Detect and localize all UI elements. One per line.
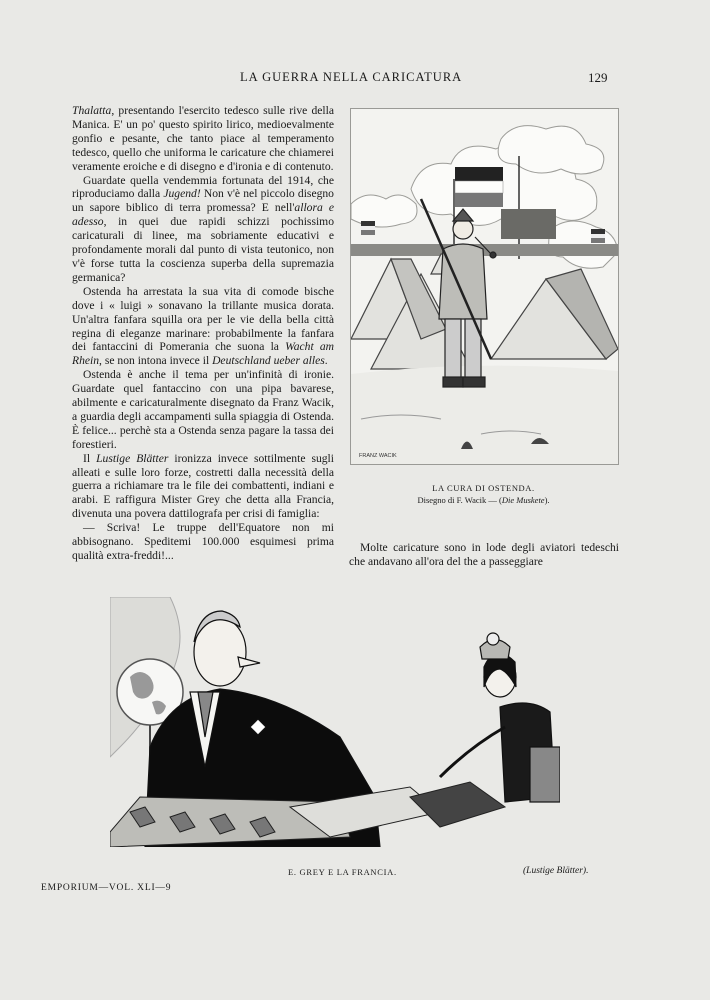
text-paragraph — [72, 174, 334, 285]
text-run: Il — [83, 451, 97, 465]
text-run: ironizza invece sottilmente sugli alleati e sulle loro forze, costretti dalla necessità della guerra a richiamare tra le file dei combattenti, indiani e arabi. E raffigura Mister Grey che detta alla Francia, divenuta una povera dattilografa per crisi di famiglia: — [72, 451, 334, 521]
caption-figure-1-title: LA CURA DI OSTENDA. — [432, 483, 535, 493]
soldier-caricature-drawing — [351, 109, 618, 464]
caption-figure-1-credit — [350, 494, 617, 506]
grey-dictating-caricature-drawing — [110, 597, 560, 847]
text-paragraph — [72, 104, 334, 174]
journal-volume-footer: EMPORIUM—VOL. XLI—9 — [41, 883, 172, 893]
text-run: , presentando l'esercito tedesco sulle rive della Manica. E' un po' questo spirito lirico, medioevalmente gonfio e pesante, che tanto piace al temperamento tedesco, quello che uniforma le caricature che chiamerei veramente eroiche e di disegno e d'ironia e di contenuto. — [72, 104, 334, 173]
text-paragraph — [72, 521, 334, 563]
text-run: Ostenda è anche il tema per un'infinità di ironie. Guardate quel fantaccino con una pipa bavarese, abilmente e caricaturalmente disegnato da Franz Wacik, a guardia degli accampamenti sulla spiaggia di Ostenda. È felice... perchè sta a Ostenda senza pagare la tassa dei forestieri. — [72, 368, 334, 451]
caption-figure-2-title: E. GREY E LA FRANCIA. — [288, 867, 397, 877]
credit-prefix: Disegno di F. Wacik — ( — [417, 495, 502, 505]
artist-signature: FRANZ WACIK — [359, 453, 397, 459]
credit-suffix: ). — [544, 495, 550, 505]
text-paragraph — [72, 452, 334, 522]
right-paragraph: Molte caricature sono in lode degli aviatori tedeschi che andavano all'ora del the a passeggiare — [349, 541, 619, 568]
caption-figure-2-source: (Lustige Blätter). — [523, 866, 589, 876]
credit-source: Die Muskete — [501, 495, 545, 505]
caption-figure-1 — [350, 482, 617, 506]
illustration-la-cura-di-ostenda — [350, 108, 619, 465]
italic-phrase: Lustige Blätter — [96, 451, 169, 465]
illustration-grey-e-la-francia — [110, 597, 560, 847]
page-number: 129 — [588, 70, 608, 85]
italic-phrase: Thalatta — [72, 104, 112, 117]
running-title: LA GUERRA NELLA CARICATURA — [240, 70, 463, 84]
text-run: , in quei due rapidi schizzi pochissimo caricaturali di linee, ma sobriamente educativi e profondamente morali dal punto di vista teutonico, non v'è forse tutta la coscienza superba della supremazia germanica? — [72, 215, 334, 284]
text-run: Non v'è nel piccolo disegno un sapore biblico di terra promessa? E nell' — [72, 187, 334, 215]
text-run: . — [324, 354, 328, 368]
italic-phrase: allora e adesso — [72, 201, 335, 229]
text-run: Guardate quella vendemmia fortunata del 1914, che riproduciamo dalla — [72, 173, 334, 201]
text-paragraph — [72, 285, 334, 368]
italic-phrase: Jugend! — [163, 187, 201, 201]
right-text-column — [349, 541, 619, 569]
italic-phrase: Wacht am Rhein — [72, 340, 334, 368]
italic-phrase: Deutschland ueber alles — [212, 354, 325, 368]
text-run: Ostenda ha arrestata la sua vita di comode bische dove i « luigi » sonavano la trillante musica dorata. Un'altra fanfara squilla ora per le vie della bella città regina di eleganze marinare: probabilmente la fanfara dei fantaccini di Pomerania che suona la — [72, 284, 334, 354]
left-text-column — [72, 104, 334, 563]
text-run: — Scriva! Le truppe dell'Equatore non mi abbisognano. Speditemi 100.000 esquimesi prima qualità extra-freddi!... — [72, 521, 334, 562]
text-run: , se non intona invece il — [99, 354, 213, 368]
text-paragraph — [72, 368, 334, 451]
